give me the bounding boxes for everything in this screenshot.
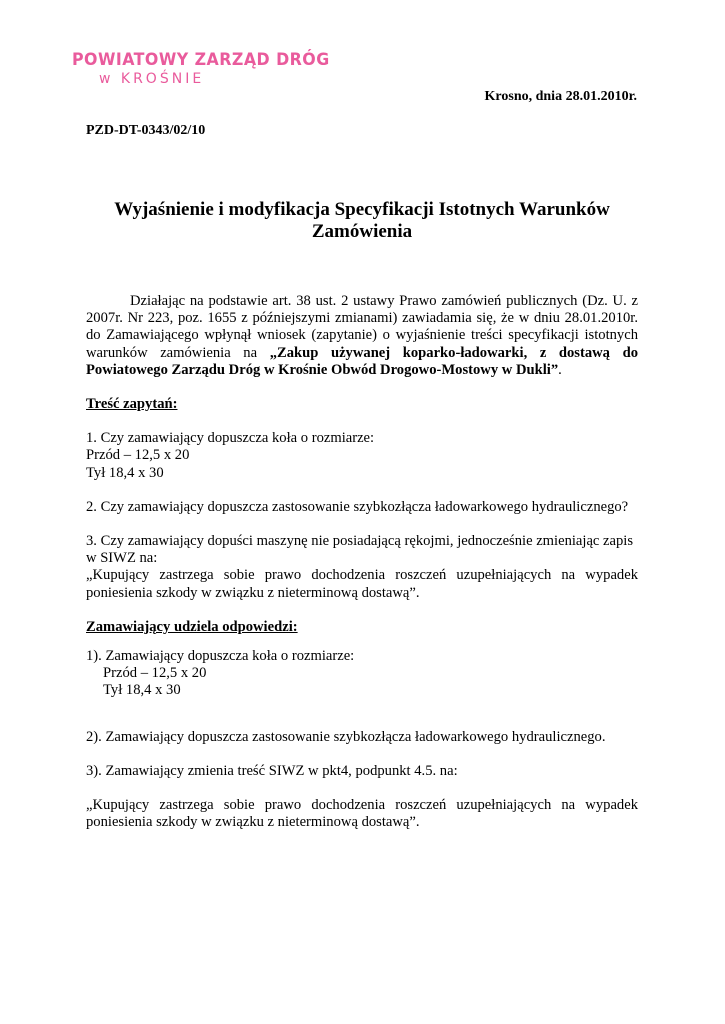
question-1-line-3: Tył 18,4 x 30: [86, 464, 164, 481]
answers-heading: Zamawiający udziela odpowiedzi:: [86, 618, 298, 635]
answer-3-quote: „Kupujący zastrzega sobie prawo dochodzenia roszczeń uzupełniających na wypadek poniesienia szkody w związku z nieterminową dostawą”.: [86, 797, 638, 831]
logo-line-2: w KROŚNIE: [99, 71, 205, 87]
title-line-1: Wyjaśnienie i modyfikacja Specyfikacji Istotnych Warunków: [114, 199, 610, 220]
document-date: Krosno, dnia 28.01.2010r.: [484, 89, 637, 104]
title-line-2: Zamówienia: [311, 221, 413, 242]
document-body: [86, 293, 638, 831]
document-title: [86, 199, 638, 243]
answer-3: 3). Zamawiający zmienia treść SIWZ w pkt4, podpunkt 4.5. na:: [86, 762, 458, 779]
question-1-line-1: 1. Czy zamawiający dopuszcza koła o rozmiarze:: [86, 430, 375, 447]
reference-number: PZD-DT-0343/02/10: [86, 123, 206, 138]
intro-subject: „Zakup używanej koparko-ładowarki, z dostawą do Powiatowego Zarządu Dróg w Krośnie Obwód Drogowo-Mostowy w Dukli”: [86, 344, 638, 378]
logo-line-1: POWIATOWY ZARZĄD DRÓG: [72, 50, 330, 70]
question-1-line-2: Przód – 12,5 x 20: [86, 447, 190, 464]
answer-1-line-1: 1). Zamawiający dopuszcza koła o rozmiarze:: [86, 648, 355, 665]
logo: [72, 50, 330, 87]
intro-text: Działając na podstawie art. 38 ust. 2 ustawy Prawo zamówień publicznych (Dz. U. z 2007r. Nr 223, poz. 1655 z późniejszymi zmianami) zawiadamia się, że w dniu 28.01.2010r. do Zamawiającego wpłynął wniosek (zapytanie) o wyjaśnienie treści specyfikacji istotnych warunków zamówienia na: [86, 293, 638, 361]
question-3-quote: „Kupujący zastrzega sobie prawo dochodzenia roszczeń uzupełniających na wypadek poniesienia szkody w związku z nieterminową dostawą”.: [86, 567, 638, 601]
intro-paragraph: [86, 293, 638, 379]
answer-1-line-3: Tył 18,4 x 30: [103, 682, 181, 699]
answer-1-line-2: Przód – 12,5 x 20: [103, 665, 207, 682]
answer-2: 2). Zamawiający dopuszcza zastosowanie szybkozłącza ładowarkowego hydraulicznego.: [86, 728, 606, 745]
question-3-line-1: 3. Czy zamawiający dopuści maszynę nie posiadającą rękojmi, jednocześnie zmieniając zapis w SIWZ na:: [86, 533, 634, 567]
questions-heading: Treść zapytań:: [86, 396, 178, 413]
question-2: 2. Czy zamawiający dopuszcza zastosowanie szybkozłącza ładowarkowego hydraulicznego?: [86, 498, 629, 515]
intro-end: .: [558, 361, 562, 378]
